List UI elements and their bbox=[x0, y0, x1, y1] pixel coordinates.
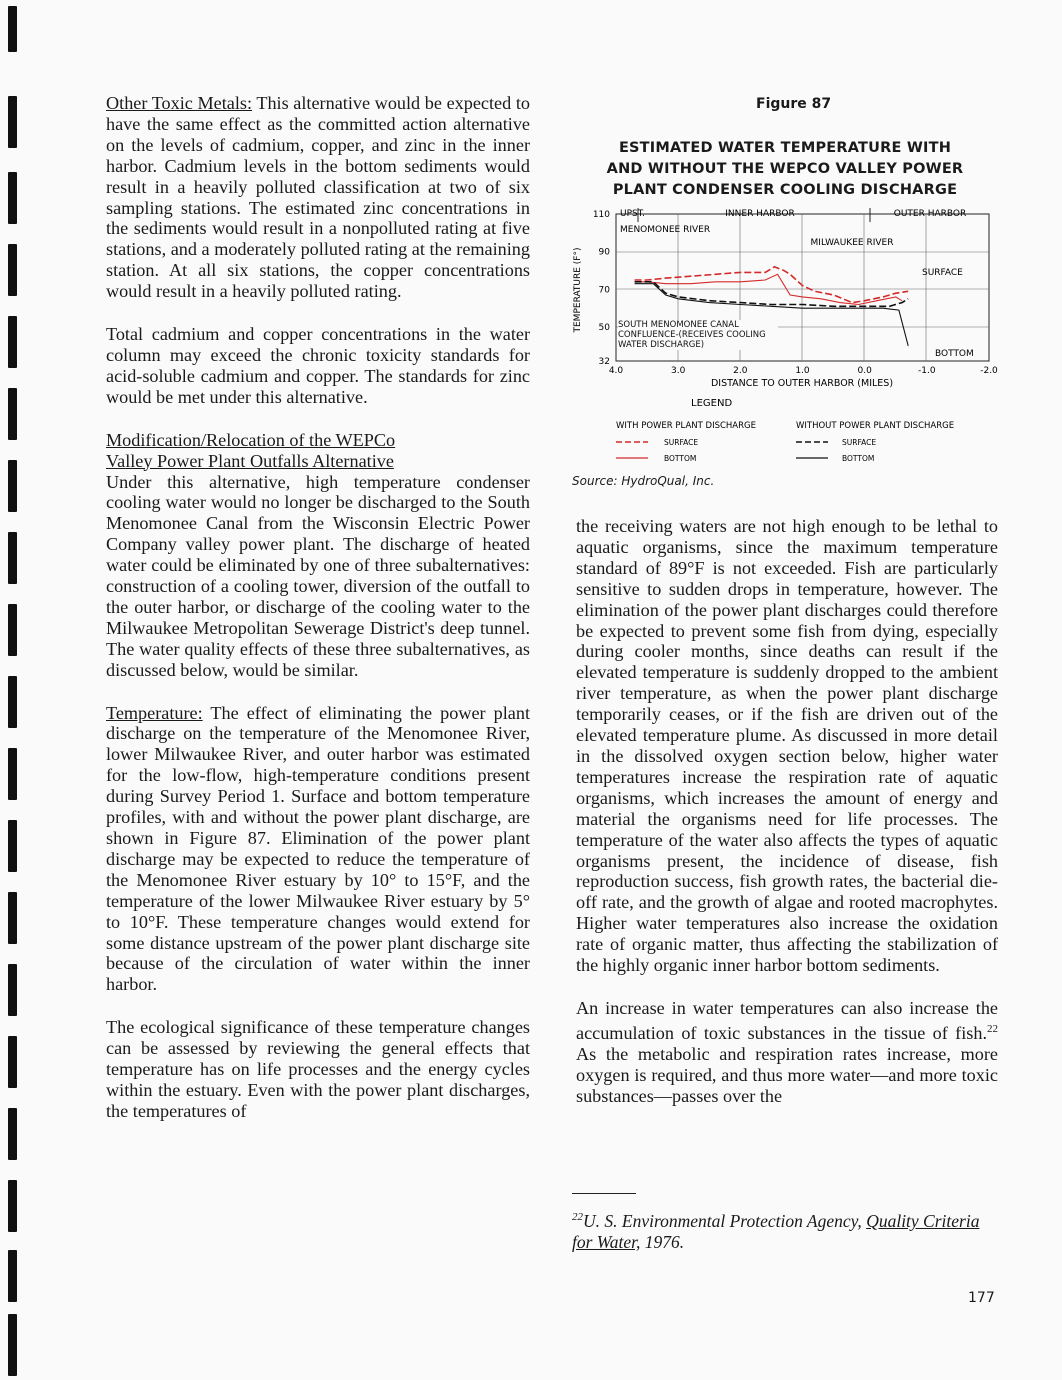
binding-hole bbox=[8, 388, 17, 440]
page-number: 177 bbox=[968, 1290, 995, 1306]
binding-hole bbox=[8, 748, 17, 800]
paragraph-ecological: The ecological significance of these temperature changes can be assessed by reviewing the general effects that temperature has on life processes and the energy cycles within the estuary. Even with the power plant discharges, the temperatures of bbox=[106, 1017, 530, 1121]
footnote-ref: 22 bbox=[987, 1022, 998, 1035]
paragraph-heading: Temperature: bbox=[106, 702, 203, 723]
footnote-text: U. S. Environmental Protection Agency, bbox=[583, 1210, 867, 1231]
section-heading bbox=[106, 430, 530, 472]
binding-hole bbox=[8, 460, 17, 512]
y-tick-label: 50 bbox=[598, 323, 610, 334]
paragraph-text: As the metabolic and respiration rates increase, more oxygen is required, and thus more water—and more toxic substances—passes over the bbox=[576, 1043, 998, 1106]
reach-label-outer-harbor: OUTER HARBOR bbox=[893, 209, 967, 219]
paragraph-heading: Other Toxic Metals: bbox=[106, 93, 253, 113]
paragraph-alternative: Under this alternative, high temperature condenser cooling water would no longer be discharged to the South Menomonee Canal from the Wisconsin Electric Power Company valley power plant. The discharge of heated water could be eliminated by one of three subalternatives: construction of a cooling tower, diversion of the outfall to the outer harbor, or discharge of the cooling water to the Milwaukee Metropolitan Sewerage District's deep tunnel. The water quality effects of these three subalternatives, as discussed below, would be similar. bbox=[106, 471, 530, 680]
footnote-rule bbox=[572, 1193, 636, 1194]
binding-hole bbox=[8, 6, 17, 52]
binding-hole bbox=[8, 244, 17, 296]
paragraph-other-toxic-metals bbox=[106, 93, 530, 302]
y-axis-label: TEMPERATURE (F°) bbox=[573, 247, 583, 333]
binding-hole bbox=[8, 964, 17, 1016]
paragraph-toxic-accumulation bbox=[576, 998, 998, 1107]
paragraph-temperature bbox=[106, 703, 530, 996]
binding-hole bbox=[8, 1314, 17, 1376]
footnote-text: 1976. bbox=[640, 1231, 685, 1252]
binding-hole bbox=[8, 604, 17, 656]
paragraph-body: This alternative would be expected to have the same effect as the committed action alternative on the levels of cadmium, copper, and zinc in the inner harbor. Cadmium levels in the bottom sediments would result in a heavily polluted classification at two of six sampling stations. The estimated zinc concentrations in the sediments would result in a nonpolluted rating at five stations, and a moderately polluted rating at the remaining station. At all six stations, the copper concentrations would result in a heavily polluted rating. bbox=[106, 93, 530, 302]
footnote-title: Quality Criteria for Water, bbox=[572, 1210, 980, 1252]
binding-hole bbox=[8, 96, 17, 148]
paragraph-toxicity-standards: Total cadmium and copper concentrations in the water column may exceed the chronic toxicity standards for acid-soluble cadmium and copper. The standards for zinc would be met under this alternative. bbox=[106, 324, 530, 407]
series-line-0 bbox=[635, 267, 909, 303]
binding-strip bbox=[8, 0, 20, 1380]
legend-title: LEGEND bbox=[691, 398, 733, 409]
legend-with-label: WITH POWER PLANT DISCHARGE bbox=[616, 421, 756, 431]
left-column bbox=[106, 93, 530, 1144]
series-line-1 bbox=[635, 274, 902, 304]
y-tick-label: 32 bbox=[598, 357, 610, 367]
legend-with-surface: SURFACE bbox=[664, 438, 699, 447]
temperature-chart bbox=[560, 202, 1000, 482]
paragraph-receiving-waters: the receiving waters are not high enough to be lethal to aquatic organisms, since the maximum temperature standard of 89°F is not exceeded. Fish are particularly sensitive to sudden drops in temperature, however. The elimination of the power plant discharges could therefore be expected to prevent some fish from dying, especially during cooler months, since deaths can result if the elevated temperature is suddenly dropped to the ambient river temperature, as when the power plant discharge temporarily ceases, or if the fish are driven out of the elevated temperature plume. As discussed in more detail in the dissolved oxygen section below, higher water temperatures increase the respiration rate of aquatic organisms, which increases the amount of energy and material the organisms need for life processes. The temperature of the water also affects the types of aquatic organisms present, the incidence of disease, fish reproduction success, fish growth rates, the bacterial die-off rate, and the growth of algae and rooted macrophytes. Higher water temperatures also increase the oxidation rate of organic matter, thus affecting the stabilization of the highly organic inner harbor bottom sediments. bbox=[576, 516, 998, 976]
binding-hole bbox=[8, 1250, 17, 1302]
x-tick-label: -1.0 bbox=[918, 366, 936, 376]
figure-label: Figure 87 bbox=[756, 96, 832, 112]
binding-hole bbox=[8, 1108, 17, 1160]
x-tick-label: -2.0 bbox=[980, 366, 998, 376]
x-axis-label: DISTANCE TO OUTER HARBOR (MILES) bbox=[710, 378, 894, 389]
annotation-menomonee-river: MENOMONEE RIVER bbox=[620, 225, 711, 235]
legend-without-surface: SURFACE bbox=[842, 438, 877, 447]
y-tick-label: 70 bbox=[598, 285, 610, 296]
binding-hole bbox=[8, 676, 17, 728]
reach-label-upstream: UPST. bbox=[620, 209, 646, 219]
section-heading-line: Valley Power Plant Outfalls Alternative bbox=[106, 450, 394, 471]
y-tick-label: 90 bbox=[598, 247, 610, 258]
legend-without-label: WITHOUT POWER PLANT DISCHARGE bbox=[796, 421, 955, 431]
paragraph-text: An increase in water temperatures can also increase the accumulation of toxic substances in the tissue of fish. bbox=[576, 997, 998, 1043]
right-column bbox=[576, 516, 998, 1129]
reach-label-inner-harbor: INNER HARBOR bbox=[725, 209, 795, 219]
annotation-canal-text: SOUTH MENOMONEE CANAL CONFLUENCE-(RECEIVES COOLING WATER DISCHARGE) bbox=[618, 320, 778, 350]
binding-hole bbox=[8, 892, 17, 944]
binding-hole bbox=[8, 1180, 17, 1232]
x-tick-label: 4.0 bbox=[608, 366, 624, 376]
annotation-surface: SURFACE bbox=[922, 268, 963, 278]
annotation-milwaukee-river: MILWAUKEE RIVER bbox=[810, 238, 894, 248]
binding-hole bbox=[8, 820, 17, 872]
section-heading-line: Modification/Relocation of the WEPCo bbox=[106, 429, 396, 450]
binding-hole bbox=[8, 172, 17, 224]
binding-hole bbox=[8, 1036, 17, 1088]
footnote-number: 22 bbox=[572, 1211, 583, 1223]
x-tick-label: 3.0 bbox=[671, 366, 686, 376]
binding-hole bbox=[8, 532, 17, 584]
annotation-bottom: BOTTOM bbox=[935, 349, 974, 359]
y-tick-label: 110 bbox=[592, 210, 610, 220]
x-tick-label: 1.0 bbox=[795, 366, 810, 376]
legend-with-bottom: BOTTOM bbox=[664, 454, 697, 463]
binding-hole bbox=[8, 316, 17, 368]
legend-without-bottom: BOTTOM bbox=[842, 454, 875, 463]
annotation-canal bbox=[618, 320, 778, 364]
figure-title: ESTIMATED WATER TEMPERATURE WITH AND WITHOUT THE WEPCO VALLEY POWER PLANT CONDENSER COOLING DISCHARGE bbox=[606, 140, 964, 198]
figure-source: Source: HydroQual, Inc. bbox=[572, 474, 715, 488]
footnote bbox=[572, 1207, 1002, 1253]
x-tick-label: 0.0 bbox=[857, 366, 872, 376]
x-tick-label: 2.0 bbox=[733, 366, 748, 376]
paragraph-body: The effect of eliminating the power plant discharge on the temperature of the Menomonee River, lower Milwaukee River, and outer harbor was estimated for the low-flow, high-temperature conditions present during Survey Period 1. Surface and bottom temperature profiles, with and without the power plant discharge, are shown in Figure 87. Elimination of the power plant discharge may be expected to reduce the temperature of the Menomonee River estuary by 10° to 15°F, and the temperature of the lower Milwaukee River estuary by 5° to 10°F. These temperature changes would extend for some distance upstream of the power plant discharge site because of the circulation of water within the inner harbor. bbox=[106, 702, 530, 995]
